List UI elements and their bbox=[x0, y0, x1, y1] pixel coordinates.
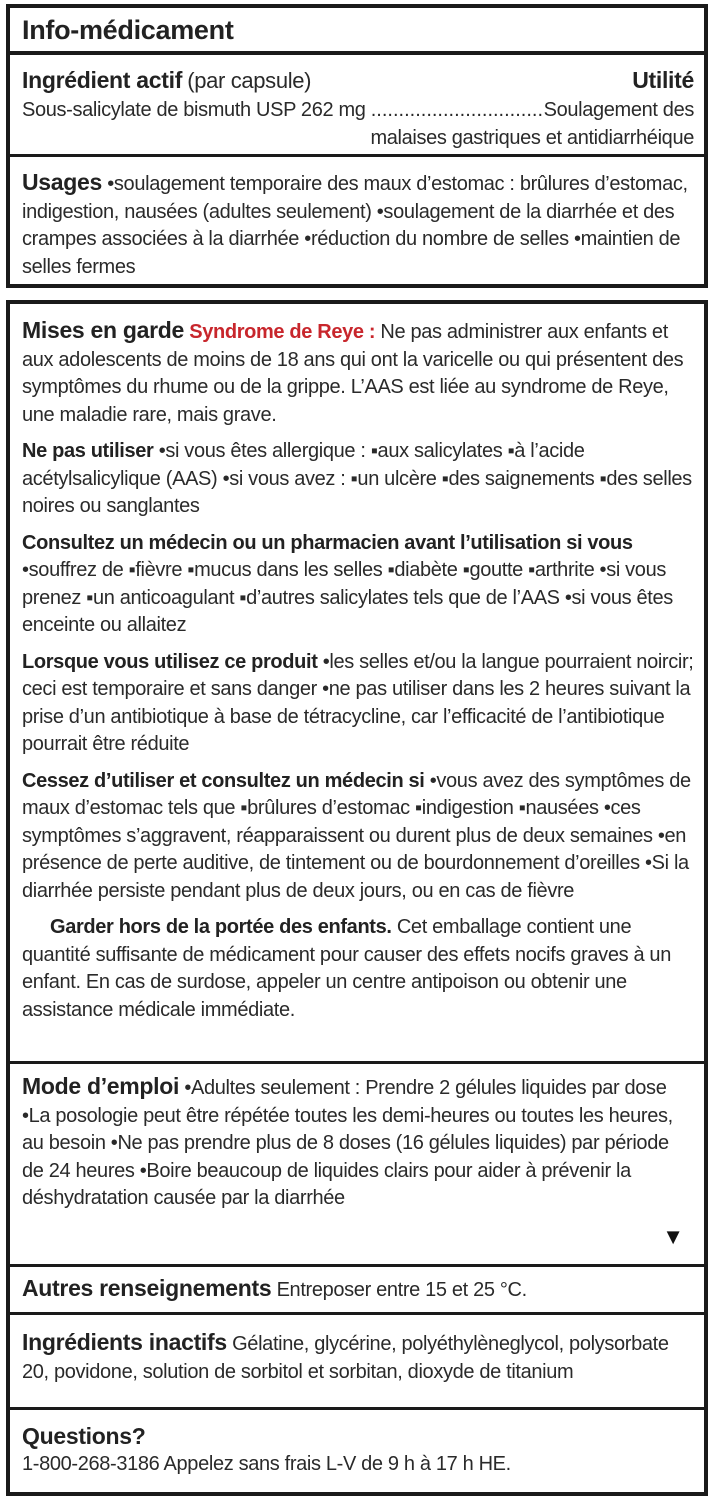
inactive-ingredients-section bbox=[10, 1315, 704, 1410]
stop-use-heading: Cessez d’utiliser et consultez un médecin si bbox=[22, 769, 425, 792]
stop-use-text: •vous avez des symptômes de maux d’estomac tels que ▪brûlures d’estomac ▪indigestion ▪nausées •ces symptômes s’aggravent, réapparaissent ou durent plus de deux semaines •en présence de perte auditive, de tintement ou de bourdonnement d’oreilles •Si la diarrhée persiste pendant plus de deux jours, ou en cas de fièvre bbox=[22, 769, 691, 902]
title-bar bbox=[10, 8, 704, 55]
active-ingredient-heading: Ingrédient actif bbox=[22, 67, 183, 93]
ask-doctor-heading: Consultez un médecin ou un pharmacien avant l’utilisation si vous bbox=[22, 531, 633, 554]
uses-bullet-1: •soulagement temporaire des maux d’estomac : brûlures d’estomac, indigestion, nausées (adultes seulement) bbox=[22, 173, 688, 223]
questions-heading: Questions? bbox=[22, 1423, 146, 1449]
warnings-heading: Mises en garde bbox=[22, 317, 184, 343]
active-heading-suffix: (par capsule) bbox=[187, 68, 312, 93]
ask-doctor-text: •souffrez de ▪fièvre ▪mucus dans les selles ▪diabète ▪goutte ▪arthrite •si vous prenez ▪un anticoagulant ▪d’autres salicylates tels que de l’AAS •si vous êtes enceinte ou allaitez bbox=[22, 559, 673, 636]
other-info-section bbox=[10, 1267, 704, 1315]
active-header-row bbox=[22, 66, 694, 96]
when-using-text: •les selles et/ou la langue pourraient noircir; ceci est temporaire et sans danger •ne pas utiliser dans les 2 heures suivant la prise d’un antibiotique à base de tétracycline, car l’efficacité de l’antibiotique pourrait être réduite bbox=[22, 650, 694, 755]
uses-heading: Usages bbox=[22, 169, 103, 195]
directions-text: •Adultes seulement : Prendre 2 gélules liquides par dose •La posologie peut être répétée toutes les demi-heures ou toutes les heures, au besoin •Ne pas prendre plus de 8 doses (16 gélules liquides) par période de 24 heures •Boire beaucoup de liquides clairs pour aider à prévenir la déshydratation causée par la diarrhée bbox=[22, 1077, 673, 1209]
dot-leader: ............................... bbox=[370, 99, 544, 121]
reye-syndrome-heading: Syndrome de Reye : bbox=[189, 321, 376, 343]
reye-syndrome-text: Ne pas administrer aux enfants et aux adolescents de moins de 18 ans qui ont la varicelle ou qui présentent des symptômes du rhume ou de la grippe. L’AAS est liée au syndrome de Reye, une maladie rare, mais grave. bbox=[22, 321, 684, 426]
directions-section bbox=[10, 1064, 704, 1267]
questions-section bbox=[10, 1410, 704, 1478]
other-info-text: Entreposer entre 15 et 25 °C. bbox=[276, 1279, 527, 1301]
when-using-heading: Lorsque vous utilisez ce produit bbox=[22, 650, 318, 673]
keep-out-of-reach-heading: Garder hors de la portée des enfants. bbox=[50, 916, 392, 938]
other-info-heading: Autres renseignements bbox=[22, 1275, 272, 1301]
continue-arrow-icon: ▼ bbox=[662, 1224, 684, 1249]
active-ingredient-section bbox=[10, 55, 704, 157]
uses-bullet-3: •réduction du nombre de selles bbox=[304, 228, 569, 250]
do-not-use-text: •si vous êtes allergique : ▪aux salicylates ▪à l’acide acétylsalicylique (AAS) •si vous avez : ▪un ulcère ▪des saignements ▪des selles noires ou sanglantes bbox=[22, 440, 692, 517]
uses-section bbox=[10, 157, 704, 281]
do-not-use-heading: Ne pas utiliser bbox=[22, 440, 154, 462]
purpose-heading: Utilité bbox=[632, 67, 694, 93]
keep-out-of-reach-text: Cet emballage contient une quantité suffisante de médicament pour causer des effets nocifs graves à un enfant. En cas de surdose, appeler un centre antipoison ou obtenir une assistance médicale immédiate. bbox=[22, 916, 671, 1021]
inactive-ingredients-heading: Ingrédients inactifs bbox=[22, 1329, 227, 1355]
active-ingredient-name: Sous-salicylate de bismuth USP 262 mg bbox=[22, 99, 366, 121]
uses-bullet-4: •maintien de selles fermes bbox=[22, 228, 681, 278]
uses-bullet-2: •soulagement de la diarrhée et des crampes associées à la diarrhée bbox=[22, 200, 675, 250]
active-ingredient-row bbox=[22, 96, 694, 124]
directions-heading: Mode d’emploi bbox=[22, 1073, 180, 1099]
drug-facts-top-panel bbox=[6, 4, 708, 288]
purpose-line-1: Soulagement des bbox=[543, 99, 694, 121]
inactive-ingredients-text: Gélatine, glycérine, polyéthylèneglycol, polysorbate 20, povidone, solution de sorbitol et sorbitan, dioxyde de titanium bbox=[22, 1333, 669, 1383]
purpose-line-2: malaises gastriques et antidiarrhéique bbox=[370, 127, 694, 149]
warnings-section bbox=[10, 304, 704, 1064]
drug-facts-bottom-panel bbox=[6, 300, 708, 1496]
page-title: Info-médicament bbox=[22, 15, 234, 45]
questions-text: 1-800-268-3186 Appelez sans frais L-V de 9 h à 17 h HE. bbox=[22, 1452, 511, 1475]
